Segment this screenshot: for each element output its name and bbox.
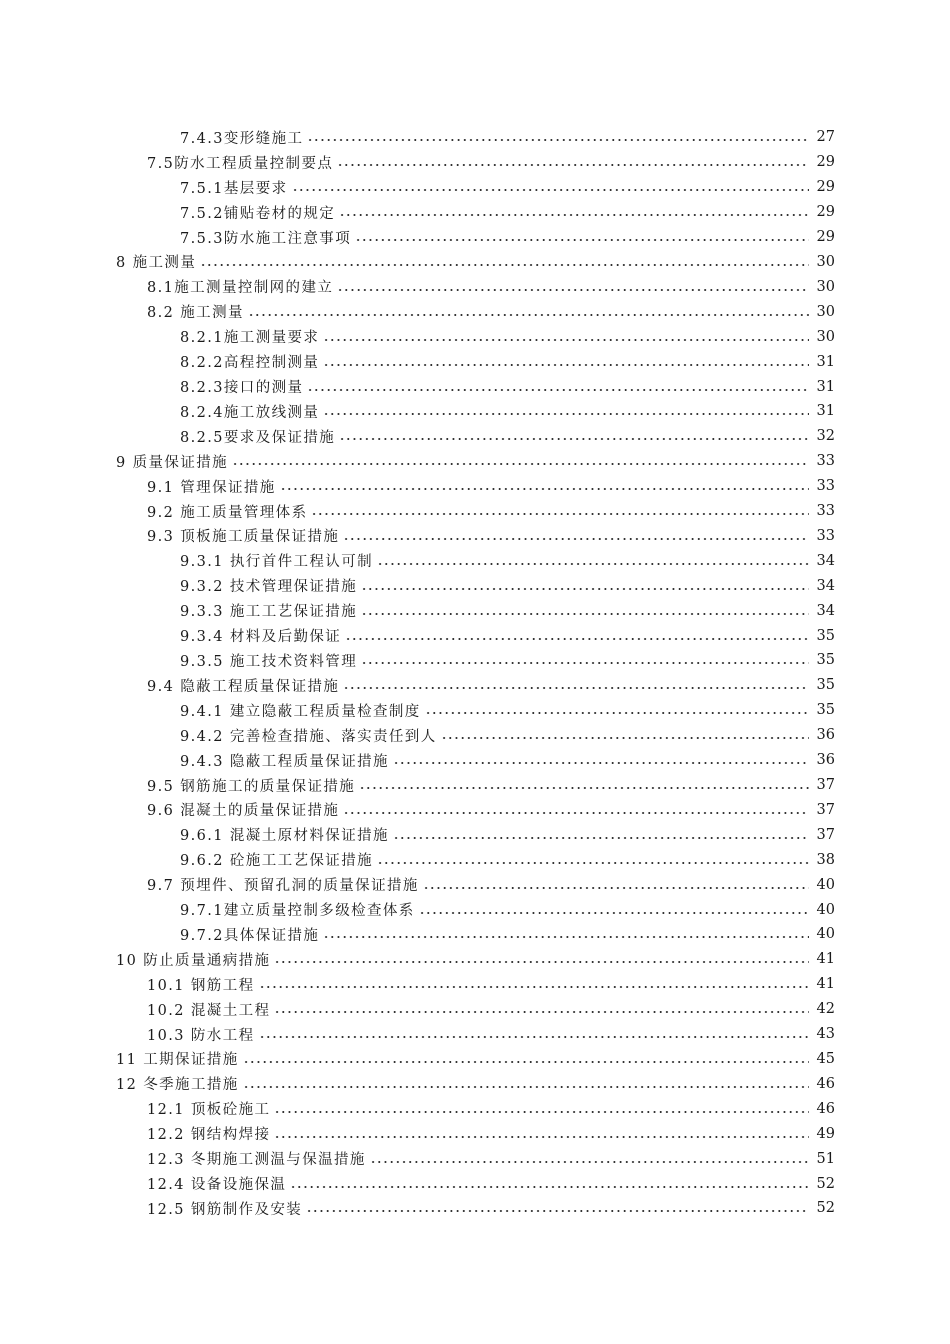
toc-entry[interactable] xyxy=(0,274,950,299)
dot-leader xyxy=(243,1061,809,1063)
toc-entry-label: 9.7 预埋件、预留孔洞的质量保证措施 xyxy=(147,874,421,895)
toc-entry-label: 8.2.2高程控制测量 xyxy=(180,351,321,372)
toc-entry-page-number: 37 xyxy=(816,826,835,843)
toc-entry-label: 9.6 混凝土的质量保证措施 xyxy=(147,799,341,820)
toc-entry-page-number: 37 xyxy=(816,777,835,794)
dot-leader xyxy=(232,463,809,465)
toc-entry[interactable] xyxy=(0,1196,950,1221)
toc-entry-label: 9.7.2具体保证措施 xyxy=(180,924,321,945)
dot-leader xyxy=(441,737,809,739)
dot-leader xyxy=(248,314,809,316)
toc-entry-page-number: 33 xyxy=(816,527,835,544)
toc-entry[interactable] xyxy=(0,299,950,324)
toc-entry-label: 8.2.3接口的测量 xyxy=(180,376,305,397)
toc-entry[interactable] xyxy=(0,1171,950,1196)
toc-entry[interactable] xyxy=(0,648,950,673)
toc-entry-label: 9.2 施工质量管理体系 xyxy=(147,501,309,522)
toc-entry-page-number: 30 xyxy=(816,253,835,270)
toc-entry[interactable] xyxy=(0,1121,950,1146)
toc-entry-page-number: 33 xyxy=(816,503,835,520)
toc-entry-label: 9 质量保证措施 xyxy=(116,451,230,472)
toc-entry[interactable] xyxy=(0,150,950,175)
dot-leader xyxy=(423,887,809,889)
toc-entry-label: 8.2 施工测量 xyxy=(147,301,246,322)
dot-leader xyxy=(290,1186,809,1188)
toc-entry-page-number: 34 xyxy=(816,602,835,619)
toc-entry-page-number: 41 xyxy=(816,951,835,968)
dot-leader xyxy=(274,1136,809,1138)
toc-entry-label: 12.5 钢筋制作及安装 xyxy=(147,1198,304,1219)
toc-entry-page-number: 29 xyxy=(816,229,835,246)
dot-leader xyxy=(343,812,809,814)
toc-entry-page-number: 33 xyxy=(816,453,835,470)
toc-entry[interactable] xyxy=(0,449,950,474)
toc-entry[interactable] xyxy=(0,499,950,524)
toc-entry-label: 8.2.1施工测量要求 xyxy=(180,326,321,347)
dot-leader xyxy=(425,712,809,714)
toc-entry-page-number: 46 xyxy=(816,1075,835,1092)
toc-entry-page-number: 40 xyxy=(816,876,835,893)
toc-entry-page-number: 43 xyxy=(816,1026,835,1043)
dot-leader xyxy=(274,1111,809,1113)
toc-entry[interactable] xyxy=(0,175,950,200)
dot-leader xyxy=(307,139,809,141)
toc-entry[interactable] xyxy=(0,573,950,598)
toc-entry-label: 12.3 冬期施工测温与保温措施 xyxy=(147,1148,368,1169)
toc-entry-label: 9.3.2 技术管理保证措施 xyxy=(180,575,359,596)
toc-entry-label: 7.4.3变形缝施工 xyxy=(180,127,305,148)
dot-leader xyxy=(323,339,809,341)
toc-entry-page-number: 38 xyxy=(816,851,835,868)
toc-entry-label: 8 施工测量 xyxy=(116,251,198,272)
toc-entry-page-number: 49 xyxy=(816,1125,835,1142)
table-of-contents xyxy=(0,125,950,1221)
toc-entry-page-number: 52 xyxy=(816,1200,835,1217)
toc-entry[interactable] xyxy=(0,822,950,847)
toc-entry[interactable] xyxy=(0,947,950,972)
toc-entry-label: 9.4.3 隐蔽工程质量保证措施 xyxy=(180,750,391,771)
toc-entry[interactable] xyxy=(0,1071,950,1096)
dot-leader xyxy=(306,1210,809,1212)
dot-leader xyxy=(377,862,809,864)
toc-entry-page-number: 32 xyxy=(816,428,835,445)
dot-leader xyxy=(292,189,810,191)
toc-entry[interactable] xyxy=(0,897,950,922)
toc-entry[interactable] xyxy=(0,399,950,424)
toc-entry-page-number: 34 xyxy=(816,577,835,594)
toc-entry-page-number: 35 xyxy=(816,627,835,644)
toc-entry-label: 9.3.1 执行首件工程认可制 xyxy=(180,550,375,571)
toc-entry[interactable] xyxy=(0,797,950,822)
toc-entry-page-number: 30 xyxy=(816,303,835,320)
toc-entry-label: 9.3.3 施工工艺保证措施 xyxy=(180,600,359,621)
toc-entry[interactable] xyxy=(0,1146,950,1171)
toc-entry-label: 11 工期保证措施 xyxy=(116,1048,241,1069)
toc-entry[interactable] xyxy=(0,349,950,374)
dot-leader xyxy=(259,1036,810,1038)
toc-entry-label: 9.6.1 混凝土原材料保证措施 xyxy=(180,824,391,845)
toc-entry-label: 10 防止质量通病措施 xyxy=(116,949,272,970)
toc-entry-page-number: 36 xyxy=(816,727,835,744)
dot-leader xyxy=(323,364,809,366)
dot-leader xyxy=(274,961,809,963)
toc-entry-page-number: 35 xyxy=(816,677,835,694)
dot-leader xyxy=(343,538,809,540)
dot-leader xyxy=(339,214,809,216)
toc-entry-label: 10.1 钢筋工程 xyxy=(147,974,257,995)
toc-entry[interactable] xyxy=(0,524,950,549)
toc-entry-label: 7.5.2铺贴卷材的规定 xyxy=(180,202,337,223)
toc-entry-page-number: 35 xyxy=(816,702,835,719)
toc-entry[interactable] xyxy=(0,698,950,723)
toc-entry-page-number: 40 xyxy=(816,926,835,943)
toc-entry-label: 9.4.1 建立隐蔽工程质量检查制度 xyxy=(180,700,423,721)
toc-entry-label: 9.6.2 砼施工工艺保证措施 xyxy=(180,849,375,870)
toc-entry-label: 8.1施工测量控制网的建立 xyxy=(147,276,335,297)
toc-entry[interactable] xyxy=(0,125,950,150)
toc-entry-page-number: 31 xyxy=(816,353,835,370)
toc-entry-label: 9.3 顶板施工质量保证措施 xyxy=(147,525,341,546)
toc-entry-page-number: 31 xyxy=(816,403,835,420)
toc-entry[interactable] xyxy=(0,225,950,250)
toc-entry[interactable] xyxy=(0,723,950,748)
toc-entry[interactable] xyxy=(0,1096,950,1121)
dot-leader xyxy=(343,687,809,689)
dot-leader xyxy=(370,1161,809,1163)
toc-entry-page-number: 40 xyxy=(816,901,835,918)
dot-leader xyxy=(243,1086,809,1088)
toc-entry[interactable] xyxy=(0,748,950,773)
toc-entry[interactable] xyxy=(0,623,950,648)
dot-leader xyxy=(419,912,809,914)
dot-leader xyxy=(393,762,809,764)
dot-leader xyxy=(200,264,809,266)
toc-entry[interactable] xyxy=(0,997,950,1022)
dot-leader xyxy=(274,1011,809,1013)
toc-entry-page-number: 42 xyxy=(816,1001,835,1018)
toc-entry-page-number: 29 xyxy=(816,179,835,196)
toc-entry-label: 8.2.5要求及保证措施 xyxy=(180,426,337,447)
toc-entry-label: 12.2 钢结构焊接 xyxy=(147,1123,272,1144)
toc-entry[interactable] xyxy=(0,324,950,349)
toc-entry[interactable] xyxy=(0,598,950,623)
toc-entry[interactable] xyxy=(0,1047,950,1072)
dot-leader xyxy=(337,164,809,166)
toc-entry[interactable] xyxy=(0,872,950,897)
toc-entry-page-number: 29 xyxy=(816,154,835,171)
toc-entry-page-number: 31 xyxy=(816,378,835,395)
toc-entry[interactable] xyxy=(0,1022,950,1047)
toc-entry[interactable] xyxy=(0,922,950,947)
dot-leader xyxy=(337,289,809,291)
toc-entry-page-number: 30 xyxy=(816,278,835,295)
toc-entry-label: 10.3 防水工程 xyxy=(147,1024,257,1045)
toc-entry-label: 8.2.4施工放线测量 xyxy=(180,401,321,422)
toc-entry-page-number: 46 xyxy=(816,1100,835,1117)
dot-leader xyxy=(259,986,810,988)
dot-leader xyxy=(280,488,809,490)
toc-entry[interactable] xyxy=(0,773,950,798)
toc-entry-label: 9.3.5 施工技术资料管理 xyxy=(180,650,359,671)
toc-entry-page-number: 35 xyxy=(816,652,835,669)
toc-entry-page-number: 52 xyxy=(816,1175,835,1192)
toc-entry-label: 9.4 隐蔽工程质量保证措施 xyxy=(147,675,341,696)
toc-entry[interactable] xyxy=(0,673,950,698)
toc-entry-label: 9.1 管理保证措施 xyxy=(147,476,278,497)
dot-leader xyxy=(323,936,809,938)
dot-leader xyxy=(307,389,809,391)
dot-leader xyxy=(323,413,809,415)
toc-entry-label: 9.7.1建立质量控制多级检查体系 xyxy=(180,899,417,920)
toc-entry-label: 12 冬季施工措施 xyxy=(116,1073,241,1094)
toc-entry[interactable] xyxy=(0,972,950,997)
toc-entry[interactable] xyxy=(0,847,950,872)
dot-leader xyxy=(355,239,809,241)
dot-leader xyxy=(339,438,809,440)
toc-entry[interactable] xyxy=(0,548,950,573)
toc-entry-label: 9.4.2 完善检查措施、落实责任到人 xyxy=(180,725,439,746)
dot-leader xyxy=(393,837,809,839)
toc-entry-label: 12.1 顶板砼施工 xyxy=(147,1098,272,1119)
toc-entry-label: 12.4 设备设施保温 xyxy=(147,1173,288,1194)
dot-leader xyxy=(377,563,809,565)
toc-entry-page-number: 45 xyxy=(816,1050,835,1067)
toc-entry-page-number: 36 xyxy=(816,752,835,769)
dot-leader xyxy=(311,513,809,515)
toc-entry-label: 9.5 钢筋施工的质量保证措施 xyxy=(147,775,357,796)
toc-entry-page-number: 30 xyxy=(816,328,835,345)
toc-entry[interactable] xyxy=(0,250,950,275)
toc-entry-label: 10.2 混凝土工程 xyxy=(147,999,272,1020)
dot-leader xyxy=(345,638,809,640)
toc-entry[interactable] xyxy=(0,424,950,449)
toc-entry-page-number: 27 xyxy=(816,129,835,146)
toc-entry-label: 7.5.3防水施工注意事项 xyxy=(180,227,353,248)
toc-entry-page-number: 34 xyxy=(816,552,835,569)
dot-leader xyxy=(361,613,809,615)
toc-entry-label: 9.3.4 材料及后勤保证 xyxy=(180,625,343,646)
toc-entry-label: 7.5.1基层要求 xyxy=(180,177,290,198)
toc-entry[interactable] xyxy=(0,374,950,399)
toc-entry[interactable] xyxy=(0,200,950,225)
toc-entry-page-number: 29 xyxy=(816,204,835,221)
toc-entry-page-number: 37 xyxy=(816,801,835,818)
toc-entry-page-number: 51 xyxy=(816,1150,835,1167)
dot-leader xyxy=(361,588,809,590)
dot-leader xyxy=(359,787,809,789)
toc-entry-label: 7.5防水工程质量控制要点 xyxy=(147,152,335,173)
dot-leader xyxy=(361,662,809,664)
toc-entry[interactable] xyxy=(0,474,950,499)
toc-entry-page-number: 33 xyxy=(816,478,835,495)
toc-entry-page-number: 41 xyxy=(816,976,835,993)
